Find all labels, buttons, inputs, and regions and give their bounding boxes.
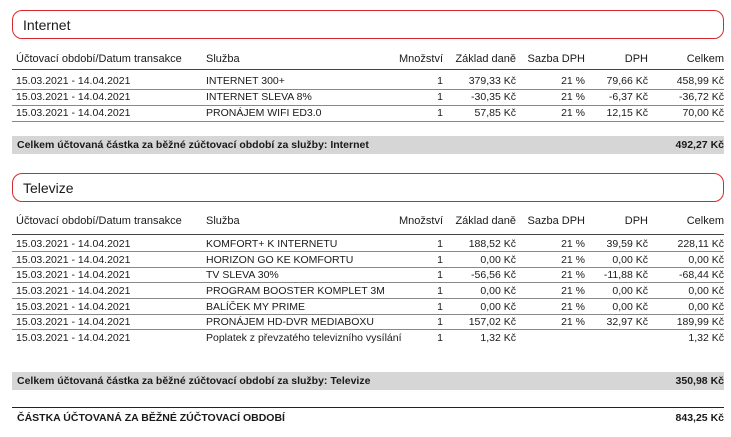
grand-total-value: 843,25 Kč <box>675 412 724 424</box>
cell-vat-rate: 21 % <box>561 91 585 103</box>
cell-quantity: 1 <box>437 301 443 313</box>
cell-base: 0,00 Kč <box>480 301 516 313</box>
cell-base: 0,00 Kč <box>480 254 516 266</box>
cell-quantity: 1 <box>437 107 443 119</box>
cell-total: -36,72 Kč <box>679 91 724 103</box>
cell-vat-rate: 21 % <box>561 301 585 313</box>
cell-vat: 32,97 Kč <box>606 316 648 328</box>
col-header-service: Služba <box>206 215 240 227</box>
cell-base: 0,00 Kč <box>480 285 516 297</box>
cell-service: HORIZON GO KE KOMFORTU <box>206 254 354 266</box>
cell-service: INTERNET 300+ <box>206 75 285 87</box>
cell-vat: 0,00 Kč <box>612 254 648 266</box>
cell-service: PRONÁJEM HD-DVR MEDIABOXU <box>206 316 375 328</box>
cell-vat: 0,00 Kč <box>612 301 648 313</box>
col-header-base: Základ daně <box>455 53 516 65</box>
cell-base: 57,85 Kč <box>474 107 516 119</box>
cell-vat: -11,88 Kč <box>603 269 648 281</box>
section-total-televize <box>12 372 724 390</box>
cell-vat-rate: 21 % <box>561 238 585 250</box>
cell-vat-rate: 21 % <box>561 75 585 87</box>
grand-total-label: ČÁSTKA ÚČTOVANÁ ZA BĚŽNÉ ZÚČTOVACÍ OBDOBÍ <box>17 412 285 424</box>
divider <box>12 69 724 70</box>
grand-total-divider <box>12 407 724 408</box>
cell-total: 0,00 Kč <box>688 254 724 266</box>
section-total-label: Celkem účtovaná částka za běžné zúčtovací období za služby: Televize <box>17 375 371 387</box>
table-header <box>12 214 724 228</box>
table-row <box>12 315 724 329</box>
cell-vat-rate: 21 % <box>561 107 585 119</box>
cell-period: 15.03.2021 - 14.04.2021 <box>16 285 131 297</box>
cell-vat: 79,66 Kč <box>606 75 648 87</box>
cell-service: TV SLEVA 30% <box>206 269 279 281</box>
cell-quantity: 1 <box>437 254 443 266</box>
cell-base: -56,56 Kč <box>471 269 516 281</box>
grand-total <box>12 411 724 427</box>
cell-total: 189,99 Kč <box>676 316 724 328</box>
cell-period: 15.03.2021 - 14.04.2021 <box>16 269 131 281</box>
col-header-period: Účtovací období/Datum transakce <box>16 53 182 65</box>
cell-period: 15.03.2021 - 14.04.2021 <box>16 254 131 266</box>
section-header-internet <box>12 10 724 39</box>
col-header-service: Služba <box>206 53 240 65</box>
table-row <box>12 237 724 251</box>
cell-period: 15.03.2021 - 14.04.2021 <box>16 75 131 87</box>
col-header-vat-rate: Sazba DPH <box>527 53 585 65</box>
cell-quantity: 1 <box>437 269 443 281</box>
cell-period: 15.03.2021 - 14.04.2021 <box>16 238 131 250</box>
col-header-total: Celkem <box>686 215 724 227</box>
table-row <box>12 268 724 282</box>
col-header-vat: DPH <box>624 215 648 227</box>
divider <box>12 234 724 235</box>
cell-total: -68,44 Kč <box>679 269 724 281</box>
table-header <box>12 52 724 66</box>
section-total-label: Celkem účtovaná částka za běžné zúčtovací období za služby: Internet <box>17 139 369 151</box>
cell-total: 0,00 Kč <box>688 301 724 313</box>
section-total-value: 492,27 Kč <box>675 139 724 151</box>
cell-vat: -6,37 Kč <box>608 91 648 103</box>
cell-vat-rate: 21 % <box>561 254 585 266</box>
cell-service: KOMFORT+ K INTERNETU <box>206 238 338 250</box>
table-row <box>12 300 724 314</box>
cell-quantity: 1 <box>437 91 443 103</box>
cell-quantity: 1 <box>437 238 443 250</box>
cell-base: 157,02 Kč <box>468 316 516 328</box>
cell-period: 15.03.2021 - 14.04.2021 <box>16 301 131 313</box>
cell-period: 15.03.2021 - 14.04.2021 <box>16 332 131 344</box>
col-header-base: Základ daně <box>455 215 516 227</box>
table-row <box>12 90 724 104</box>
section-total-value: 350,98 Kč <box>675 375 724 387</box>
cell-total: 1,32 Kč <box>688 332 724 344</box>
cell-base: 188,52 Kč <box>468 238 516 250</box>
cell-quantity: 1 <box>437 75 443 87</box>
cell-period: 15.03.2021 - 14.04.2021 <box>16 316 131 328</box>
col-header-vat: DPH <box>624 53 648 65</box>
cell-service: PRONÁJEM WIFI ED3.0 <box>206 107 322 119</box>
cell-total: 228,11 Kč <box>677 238 724 250</box>
col-header-quantity: Množství <box>398 53 443 65</box>
cell-quantity: 1 <box>437 316 443 328</box>
table-row <box>12 284 724 298</box>
cell-service: PROGRAM BOOSTER KOMPLET 3M <box>206 285 385 297</box>
row-divider <box>12 282 724 283</box>
cell-service: INTERNET SLEVA 8% <box>206 91 312 103</box>
cell-vat-rate: 21 % <box>561 269 585 281</box>
row-divider <box>12 251 724 252</box>
cell-quantity: 1 <box>437 332 443 344</box>
cell-vat: 39,59 Kč <box>606 238 648 250</box>
cell-total: 70,00 Kč <box>682 107 724 119</box>
cell-quantity: 1 <box>437 285 443 297</box>
cell-vat: 0,00 Kč <box>612 285 648 297</box>
table-row <box>12 106 724 120</box>
table-row <box>12 74 724 88</box>
table-row <box>12 331 724 359</box>
row-divider <box>12 329 724 330</box>
cell-total: 458,99 Kč <box>676 75 724 87</box>
cell-service: BALÍČEK MY PRIME <box>206 301 306 313</box>
row-divider <box>12 121 724 122</box>
col-header-total: Celkem <box>686 53 724 65</box>
col-header-quantity: Množství <box>398 215 443 227</box>
cell-total: 0,00 Kč <box>688 285 724 297</box>
cell-vat: 12,15 Kč <box>606 107 648 119</box>
col-header-period: Účtovací období/Datum transakce <box>16 215 182 227</box>
section-total-internet <box>12 136 724 154</box>
cell-base: 1,32 Kč <box>480 332 516 344</box>
table-row <box>12 253 724 267</box>
section-title: Internet <box>23 17 71 33</box>
cell-base: -30,35 Kč <box>471 91 516 103</box>
row-divider <box>12 298 724 299</box>
cell-period: 15.03.2021 - 14.04.2021 <box>16 107 131 119</box>
cell-period: 15.03.2021 - 14.04.2021 <box>16 91 131 103</box>
cell-base: 379,33 Kč <box>468 75 516 87</box>
cell-service: Poplatek z převzatého televizního vysílání <box>206 332 402 344</box>
cell-vat-rate: 21 % <box>561 285 585 297</box>
section-header-televize <box>12 173 724 202</box>
cell-vat-rate: 21 % <box>561 316 585 328</box>
col-header-vat-rate: Sazba DPH <box>527 215 585 227</box>
section-title: Televize <box>23 180 74 196</box>
